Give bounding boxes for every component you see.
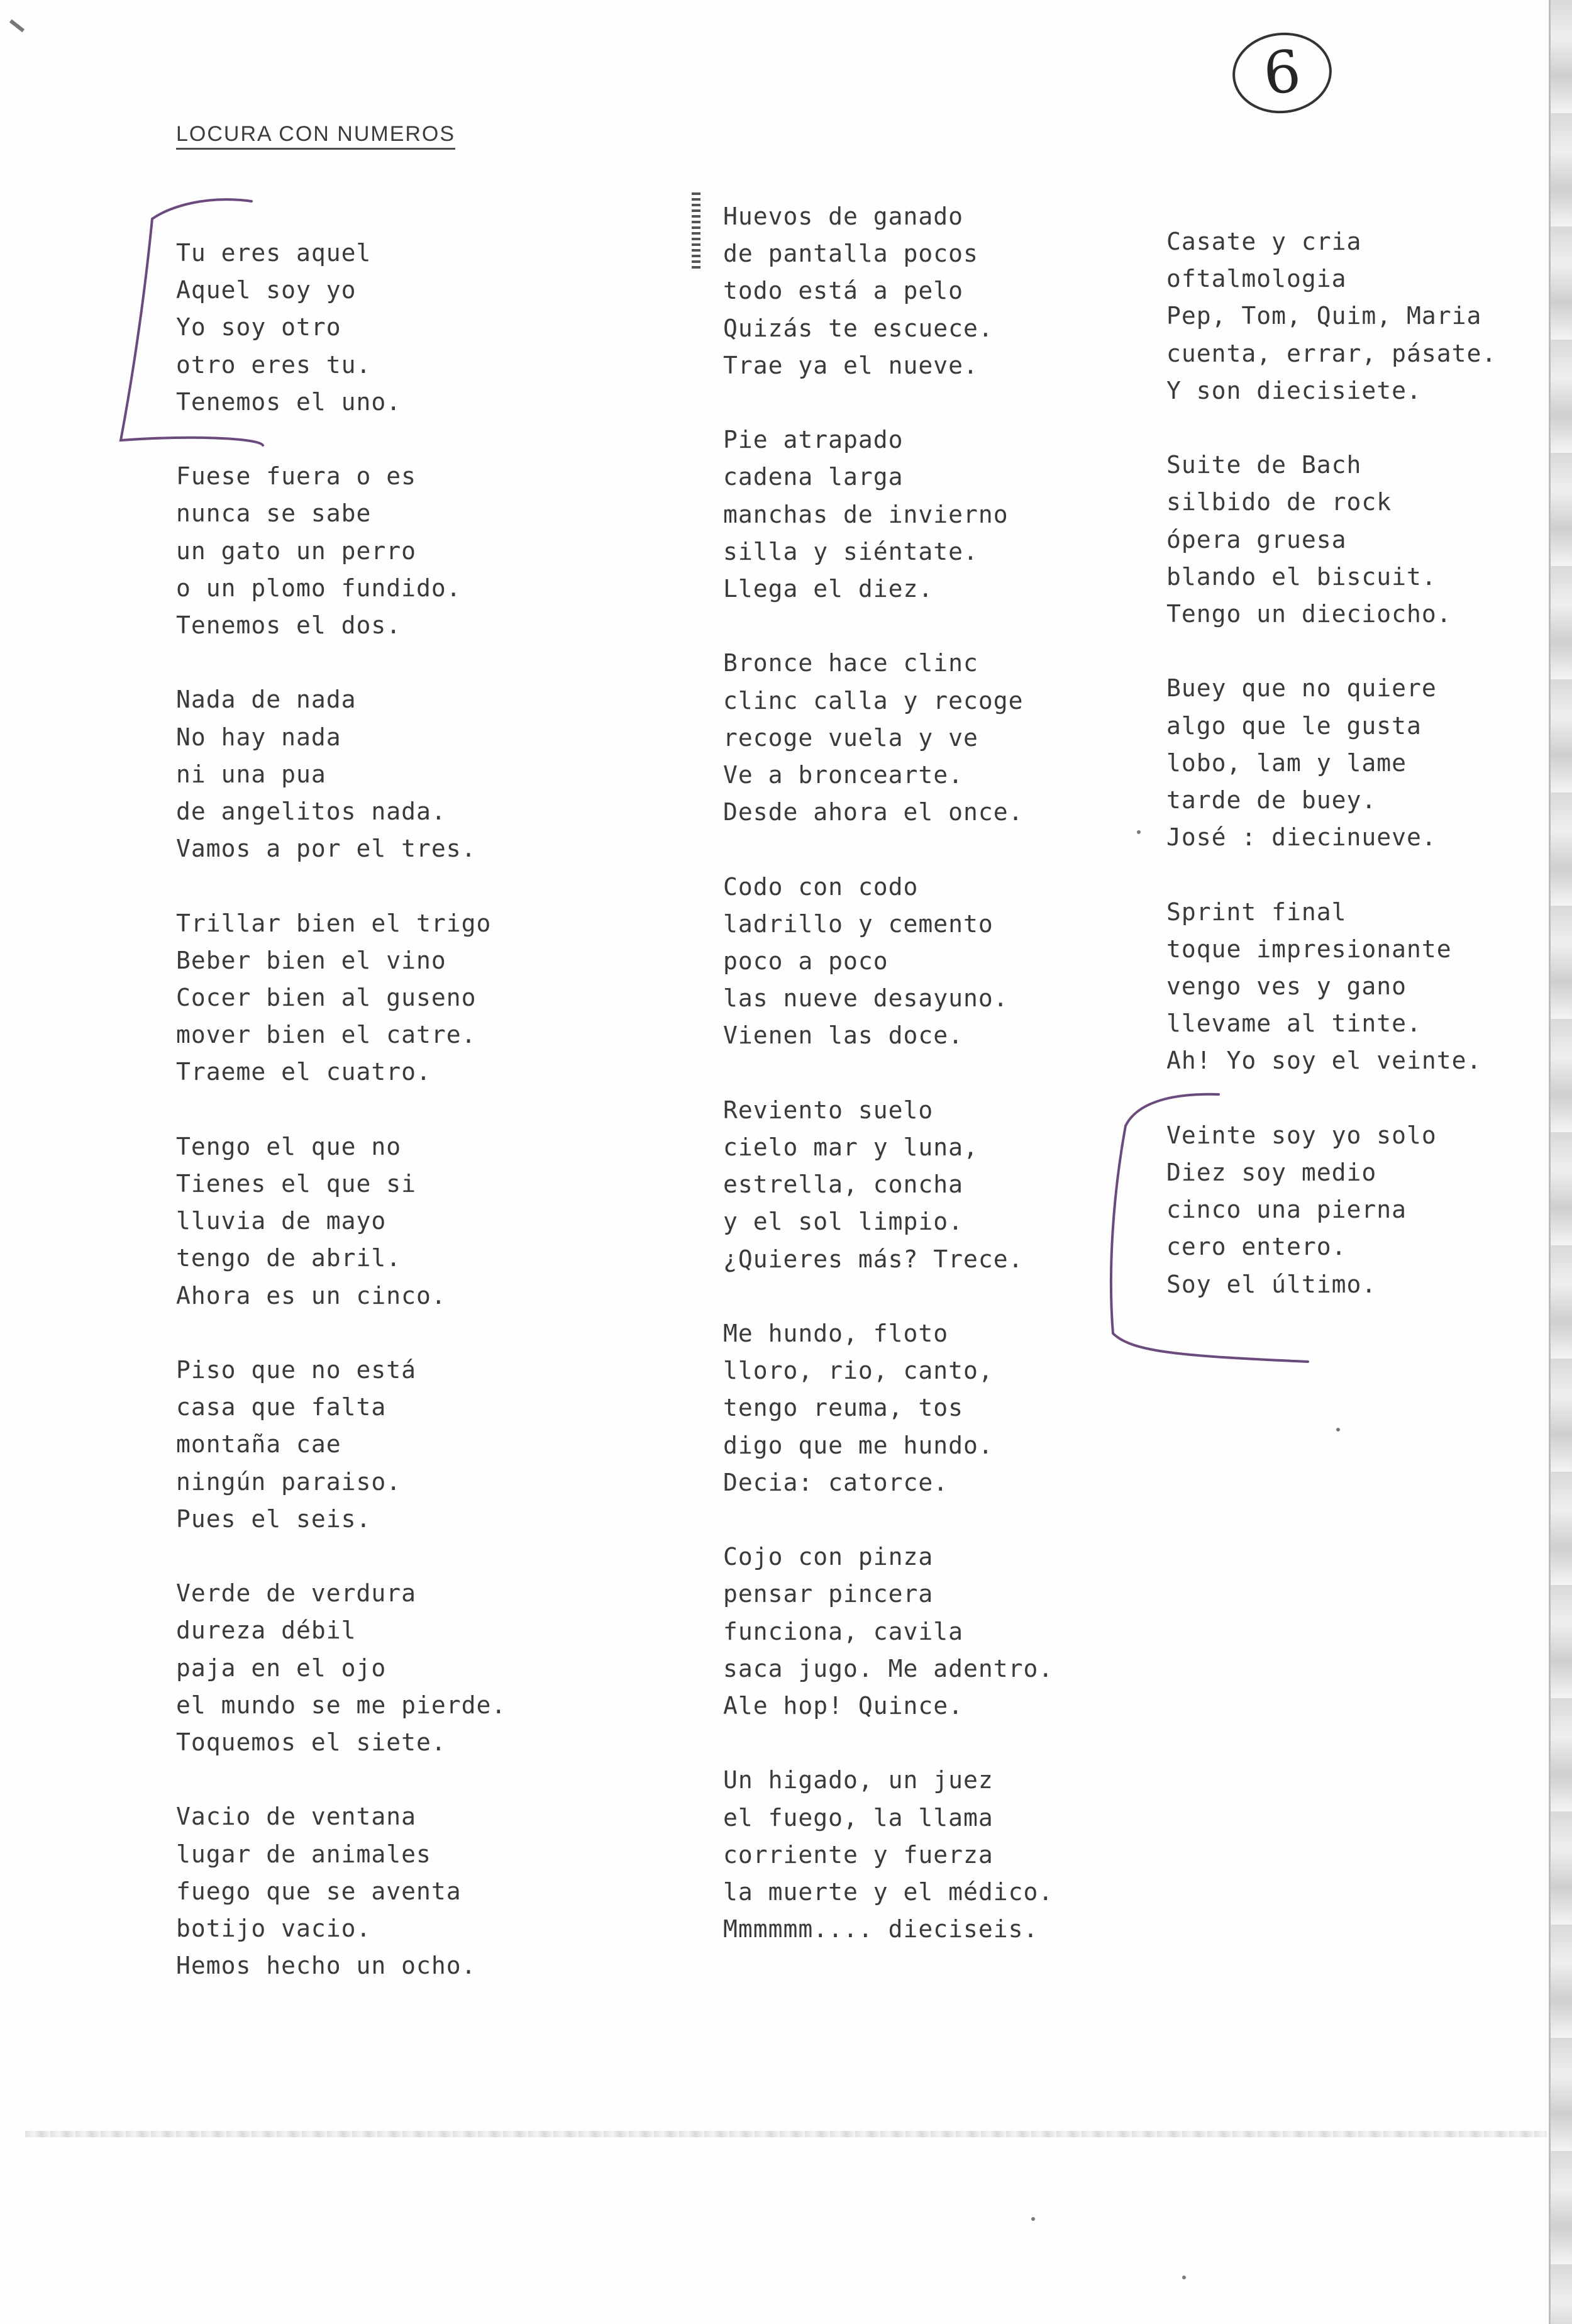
poem-line: ópera gruesa bbox=[1166, 525, 1347, 553]
poem-line: las nueve desayuno. bbox=[723, 984, 1009, 1013]
speck bbox=[1336, 1428, 1340, 1432]
poem-line: Me hundo, floto bbox=[723, 1320, 949, 1347]
poem-line: Beber bien el vino bbox=[176, 946, 446, 974]
poem-line: Tu eres aquel bbox=[176, 239, 372, 267]
poem-line: tarde de buey. bbox=[1166, 786, 1377, 814]
poem-line: Casate y cria bbox=[1166, 228, 1362, 255]
poem-line: ni una pua bbox=[176, 760, 326, 788]
poem-line: Tengo el que no bbox=[176, 1132, 402, 1160]
stanza bbox=[176, 905, 491, 1091]
page-number: 6 bbox=[1260, 37, 1304, 108]
poem-line: cinco una pierna bbox=[1166, 1196, 1407, 1224]
stanza bbox=[723, 869, 1009, 1055]
poem-line: el mundo se me pierde. bbox=[176, 1691, 507, 1719]
poem-line: Sprint final bbox=[1166, 898, 1347, 926]
stanza bbox=[723, 421, 1009, 608]
poem-line: poco a poco bbox=[723, 947, 888, 975]
poem-line: Pues el seis. bbox=[176, 1504, 372, 1533]
poem-line: el fuego, la llama bbox=[723, 1803, 994, 1832]
poem-line: fuego que se aventa bbox=[176, 1877, 462, 1905]
poem-line: Decia: catorce. bbox=[723, 1468, 949, 1496]
page-number-circle bbox=[1229, 28, 1336, 118]
poem-line: Tienes el que si bbox=[176, 1170, 417, 1198]
poem-line: Ahora es un cinco. bbox=[176, 1281, 446, 1309]
poem-line: ¿Quieres más? Trece. bbox=[723, 1245, 1024, 1273]
poem-line: montaña cae bbox=[176, 1430, 341, 1459]
poem-line: Tengo un dieciocho. bbox=[1166, 600, 1452, 628]
poem-line: oftalmologia bbox=[1166, 265, 1347, 293]
scan-bottom-edge bbox=[25, 2131, 1547, 2137]
stanza bbox=[1166, 1117, 1437, 1303]
poem-line: Llega el diez. bbox=[723, 575, 934, 603]
poem-line: casa que falta bbox=[176, 1393, 387, 1421]
poem-line: Huevos de ganado bbox=[723, 203, 964, 230]
poem-line: Y son diecisiete. bbox=[1166, 376, 1422, 404]
poem-line: cielo mar y luna, bbox=[723, 1133, 978, 1161]
poem-line: Tenemos el uno. bbox=[176, 387, 402, 416]
poem-line: dureza débil bbox=[176, 1616, 357, 1645]
margin-scribble bbox=[692, 192, 700, 270]
poem-line: ladrillo y cemento bbox=[723, 909, 994, 938]
poem-line: cuenta, errar, pásate. bbox=[1166, 339, 1497, 367]
stanza bbox=[176, 1798, 477, 1984]
poem-line: todo está a pelo bbox=[723, 277, 964, 305]
poem-line: Suite de Bach bbox=[1166, 451, 1362, 479]
poem-line: Tenemos el dos. bbox=[176, 611, 402, 639]
stanza bbox=[176, 1352, 416, 1538]
poem-line: lloro, rio, canto, bbox=[723, 1357, 994, 1385]
poem-line: Ale hop! Quince. bbox=[723, 1692, 964, 1720]
corner-mark bbox=[9, 19, 25, 33]
poem-line: Piso que no está bbox=[176, 1356, 417, 1384]
poem-line: ningún paraiso. bbox=[176, 1467, 402, 1496]
poem-line: Ah! Yo soy el veinte. bbox=[1166, 1047, 1482, 1075]
stanza bbox=[723, 1762, 1053, 1948]
poem-line: José : diecinueve. bbox=[1166, 823, 1437, 852]
stanza bbox=[1166, 670, 1437, 856]
poem-line: digo que me hundo. bbox=[723, 1431, 994, 1459]
poem-line: Codo con codo bbox=[723, 872, 919, 901]
poem-line: Hemos hecho un ocho. bbox=[176, 1952, 477, 1980]
poem-line: Diez soy medio bbox=[1166, 1159, 1377, 1186]
poem-line: vengo ves y gano bbox=[1166, 972, 1407, 1000]
poem-line: mover bien el catre. bbox=[176, 1021, 477, 1049]
poem-line: saca jugo. Me adentro. bbox=[723, 1654, 1054, 1682]
poem-line: lobo, lam y lame bbox=[1166, 748, 1407, 777]
stanza bbox=[176, 458, 462, 644]
page-title: LOCURA CON NUMEROS bbox=[176, 122, 455, 150]
poem-line: Vacio de ventana bbox=[176, 1803, 417, 1831]
speck bbox=[1137, 830, 1141, 834]
poem-line: blando el biscuit. bbox=[1166, 562, 1437, 591]
poem-line: Pep, Tom, Quim, Maria bbox=[1166, 302, 1482, 330]
stanza bbox=[176, 235, 401, 421]
poem-line: estrella, concha bbox=[723, 1170, 964, 1199]
poem-line: lugar de animales bbox=[176, 1840, 431, 1868]
poem-line: botijo vacio. bbox=[176, 1915, 372, 1942]
poem-line: Veinte soy yo solo bbox=[1166, 1121, 1437, 1149]
poem-line: clinc calla y recoge bbox=[723, 686, 1024, 714]
poem-line: Trae ya el nueve. bbox=[723, 351, 978, 379]
stanza bbox=[723, 645, 1024, 831]
stanza bbox=[1166, 894, 1481, 1080]
poem-line: Desde ahora el once. bbox=[723, 798, 1024, 826]
poem-line: y el sol limpio. bbox=[723, 1208, 964, 1236]
poem-line: Nada de nada bbox=[176, 686, 357, 714]
poem-line: Bronce hace clinc bbox=[723, 649, 978, 677]
poem-line: Trillar bien el trigo bbox=[176, 909, 492, 937]
poem-line: toque impresionante bbox=[1166, 935, 1452, 963]
poem-line: Yo soy otro bbox=[176, 313, 341, 342]
poem-line: funciona, cavila bbox=[723, 1617, 964, 1645]
poem-line: Buey que no quiere bbox=[1166, 674, 1437, 703]
poem-line: Traeme el cuatro. bbox=[176, 1058, 431, 1086]
stanza bbox=[176, 681, 477, 867]
stanza bbox=[1166, 223, 1497, 409]
poem-line: pensar pincera bbox=[723, 1580, 934, 1608]
poem-line: Fuese fuera o es bbox=[176, 462, 417, 491]
poem-line: Pie atrapado bbox=[723, 426, 904, 454]
poem-line: lluvia de mayo bbox=[176, 1207, 387, 1235]
poem-line: tengo de abril. bbox=[176, 1244, 402, 1272]
poem-line: Toquemos el siete. bbox=[176, 1728, 446, 1756]
stanza bbox=[176, 1128, 446, 1315]
poem-line: Mmmmmm.... dieciseis. bbox=[723, 1915, 1039, 1943]
poem-line: Ve a broncearte. bbox=[723, 761, 964, 789]
poem-line: Cocer bien al guseno bbox=[176, 984, 477, 1011]
poem-line: Reviento suelo bbox=[723, 1096, 934, 1124]
poem-line: silbido de rock bbox=[1166, 488, 1392, 516]
poem-line: corriente y fuerza bbox=[723, 1840, 994, 1869]
poem-line: un gato un perro bbox=[176, 537, 417, 565]
poem-line: de angelitos nada. bbox=[176, 798, 446, 825]
stanza bbox=[723, 198, 994, 384]
stanza bbox=[1166, 447, 1452, 633]
poem-line: Verde de verdura bbox=[176, 1579, 417, 1608]
poem-line: No hay nada bbox=[176, 723, 341, 751]
poem-line: recoge vuela y ve bbox=[723, 723, 978, 752]
stanza bbox=[723, 1092, 1024, 1278]
scan-edge-shadow bbox=[1549, 0, 1572, 2324]
poem-line: Cojo con pinza bbox=[723, 1543, 934, 1571]
poem-line: cero entero. bbox=[1166, 1233, 1347, 1261]
poem-line: llevame al tinte. bbox=[1166, 1009, 1422, 1038]
poem-line: paja en el ojo bbox=[176, 1654, 387, 1682]
poem-line: algo que le gusta bbox=[1166, 711, 1422, 740]
poem-line: la muerte y el médico. bbox=[723, 1878, 1054, 1906]
poem-line: Vienen las doce. bbox=[723, 1021, 964, 1050]
poem-line: cadena larga bbox=[723, 463, 904, 491]
speck bbox=[1182, 2276, 1186, 2279]
poem-line: Quizás te escuece. bbox=[723, 314, 994, 342]
poem-line: otro eres tu. bbox=[176, 350, 372, 379]
speck bbox=[1031, 2217, 1035, 2221]
poem-line: manchas de invierno bbox=[723, 500, 1009, 528]
poem-line: Un higado, un juez bbox=[723, 1766, 994, 1794]
stanza bbox=[723, 1538, 1053, 1725]
poem-line: silla y siéntate. bbox=[723, 537, 978, 565]
poem-line: nunca se sabe bbox=[176, 499, 372, 528]
poem-line: Vamos a por el tres. bbox=[176, 835, 477, 863]
poem-line: tengo reuma, tos bbox=[723, 1394, 964, 1422]
poem-line: Aquel soy yo bbox=[176, 276, 357, 304]
poem-line: o un plomo fundido. bbox=[176, 574, 462, 602]
stanza bbox=[176, 1575, 506, 1761]
poem-line: Soy el último. bbox=[1166, 1270, 1377, 1298]
poem-line: de pantalla pocos bbox=[723, 240, 978, 268]
stanza bbox=[723, 1315, 994, 1501]
